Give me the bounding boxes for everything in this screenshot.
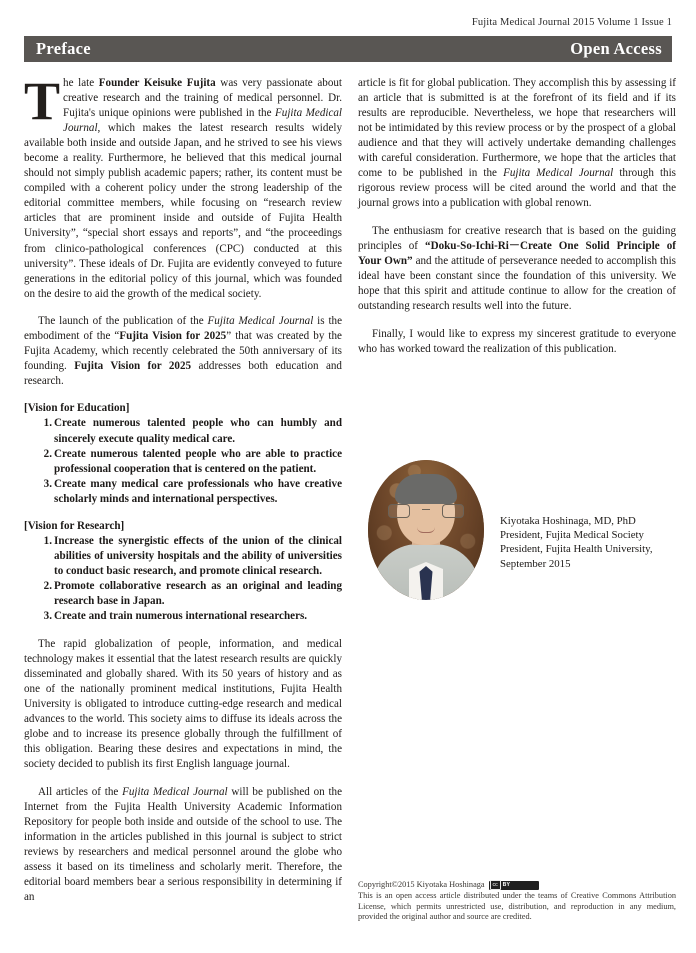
photo-glasses-bridge	[422, 509, 430, 510]
paragraph-1	[24, 71, 343, 302]
photo-glasses-right	[442, 504, 464, 518]
p2-italic-journal: Fujita Medical Journal	[207, 315, 314, 328]
paragraph-2	[24, 314, 342, 389]
section-header-bar	[24, 36, 672, 62]
list-item: Create numerous talented people who can humbly and sincerely execute quality medical care.	[54, 417, 342, 445]
license-footer	[358, 880, 676, 923]
p5-plain-2: through this rigorous review process will be cited around the world and that the journal grows into a publication with global renown.	[358, 167, 676, 210]
list-item: Create many medical care professionals who have creative scholarly minds and international perspectives.	[54, 477, 342, 505]
list-item: Increase the synergistic effects of the union of the clinical abilities of university hospitals and the ability of universities to conduct basic research, and promote clinical research.	[54, 534, 342, 577]
signature-role-society: President, Fujita Medical Society	[500, 529, 644, 542]
p6-plain-1: The enthusiasm for creative research that is based on the guiding principles of	[358, 224, 676, 252]
vision-research-heading: [Vision for Research]	[24, 519, 125, 532]
creative-commons-badge-icon[interactable]	[489, 881, 539, 890]
p2-bold-vision-2: Fujita Vision for 2025	[74, 360, 192, 373]
p2-bold-vision-1: Fujita Vision for 2025	[119, 330, 227, 343]
p2-plain-3: ” that was created by the Fujita Academy, which recently celebrated the 50th anniversary of its founding.	[24, 330, 342, 373]
p1-italic-journal: Fujita Medical Journal	[63, 107, 342, 135]
cc-circle-icon: cc	[490, 880, 501, 890]
cc-by-label: BY	[502, 882, 511, 888]
list-item: Create numerous talented people who are able to practice professional cooperation that is centered on the patient.	[54, 447, 342, 475]
photo-necktie	[420, 566, 433, 600]
p1-lead: he late	[63, 77, 99, 89]
paragraph-4	[24, 785, 342, 905]
journal-citation-line: Fujita Medical Journal 2015 Volume 1 Issue 1	[471, 17, 672, 28]
list-item: Promote collaborative research as an original and leading research base in Japan.	[54, 579, 342, 607]
paragraph-7: Finally, I would like to express my sincerest gratitude to everyone who has worked toward the realization of this publication.	[358, 327, 676, 355]
p4-italic-journal: Fujita Medical Journal	[122, 785, 228, 798]
copyright-text: Copyright©2015 Kiyotaka Hoshinaga	[358, 880, 485, 889]
author-portrait-block	[358, 458, 676, 608]
signature-name: Kiyotaka Hoshinaga, MD, PhD	[500, 515, 636, 527]
vision-research-list	[24, 534, 342, 624]
p1-plain-2: was very passionate about creative research and the training of medical personnel. Dr. Fujita's unique opinions were published in the	[63, 77, 343, 120]
p1-plain-3: , which makes the latest research results widely available both inside and outside Japan, and he strived to see his views become a reality. Furthermore, he believed that this medical journal should not simply publish academic papers; rather, its content must be compiled with a coherent policy under the strong leadership of the editorial committee members, while focusing on “research review articles that are prominent inside and outside of Fujita Health University”, “special short essays and reports”, and “the proceedings from clinico-pathological conferences (CPC) conducted at this university”. These ideals of Dr. Fujita are evidently conveyed to future generations in the editorial policy of this journal, which was founded on the desire to aid the growth of the medical society.	[24, 122, 342, 300]
paragraph-6	[358, 224, 676, 314]
p6-plain-2: and the attitude of perseverance needed to accomplish this ideal have been constant since the foundation of this university. We hope that this spirit and attitude continue to allow for the creation of outstanding research results well into the future.	[358, 255, 677, 313]
p2-plain-1: The launch of the publication of the	[38, 315, 208, 328]
copyright-line	[358, 880, 676, 890]
p5-italic-journal: Fujita Medical Journal	[503, 167, 614, 180]
license-text: This is an open access article distributed under the teams of Creative Commons Attribution License, which permits unrestricted use, distribution, and reproduction in any medium, provided the original author and source are credited.	[358, 891, 676, 922]
left-text-column	[24, 71, 343, 905]
section-title-preface: Preface	[36, 39, 91, 58]
list-item: Create and train numerous international researchers.	[54, 610, 308, 623]
signature-role-university: President, Fujita Health University,	[500, 543, 653, 556]
right-text-column	[358, 76, 676, 357]
author-photo	[368, 460, 484, 600]
drop-cap-letter: T	[24, 71, 61, 131]
p5-plain-1: article is fit for global publication. They accomplish this by assessing if an article that is submitted is at the forefront of its field and if its results are reproducible. Nevertheless, we hope that researchers will not be intimidated by this review process or by the prospect of a global audience and that they will actively undertake demanding challenges with careful consideration. Furthermore, we hope that the articles that come to be published in the	[358, 77, 676, 180]
open-access-label: Open Access	[570, 39, 662, 58]
author-signature	[500, 514, 653, 571]
p2-plain-4: addresses both education and research.	[24, 360, 342, 388]
vision-education-list	[24, 416, 342, 506]
p6-bold-principle: “Doku-So-Ichi-Ri－Create One Solid Principle of Your Own”	[358, 239, 676, 268]
p4-plain-1: All articles of the	[38, 785, 123, 798]
p2-plain-2: is the embodiment of the “	[24, 315, 343, 343]
p4-plain-2: will be published on the Internet from the Fujita Health University Academic Information Repository for people both inside and outside of the school to use. The information in the articles published in this journal is subject to strict reviews by researchers and medical personnel around the globe who assess it based on its timeliness and scholarly merit. Therefore, the editorial board members bear a serious responsibility in determining if an	[24, 785, 342, 903]
photo-hair	[395, 474, 457, 504]
photo-glasses-left	[388, 504, 410, 518]
p1-bold-founder: Founder Keisuke Fujita	[98, 77, 216, 89]
paragraph-5	[358, 76, 676, 211]
signature-date: September 2015	[500, 557, 571, 570]
vision-education-heading: [Vision for Education]	[24, 402, 130, 415]
paragraph-3: The rapid globalization of people, information, and medical technology makes it essential that the latest research results are quickly disseminated and globally shared. With its 50 years of history and as one of the nationally prominent medical institutions, Fujita Health University is obligated to introduce cutting-edge research and medical advances to the world. This society aims to diffuse its ideals across the globe and to increase its presence globally through the fulfillment of this obligation. Bearing these desires and expectations in mind, the society decided to publish its first English language journal.	[24, 637, 342, 770]
